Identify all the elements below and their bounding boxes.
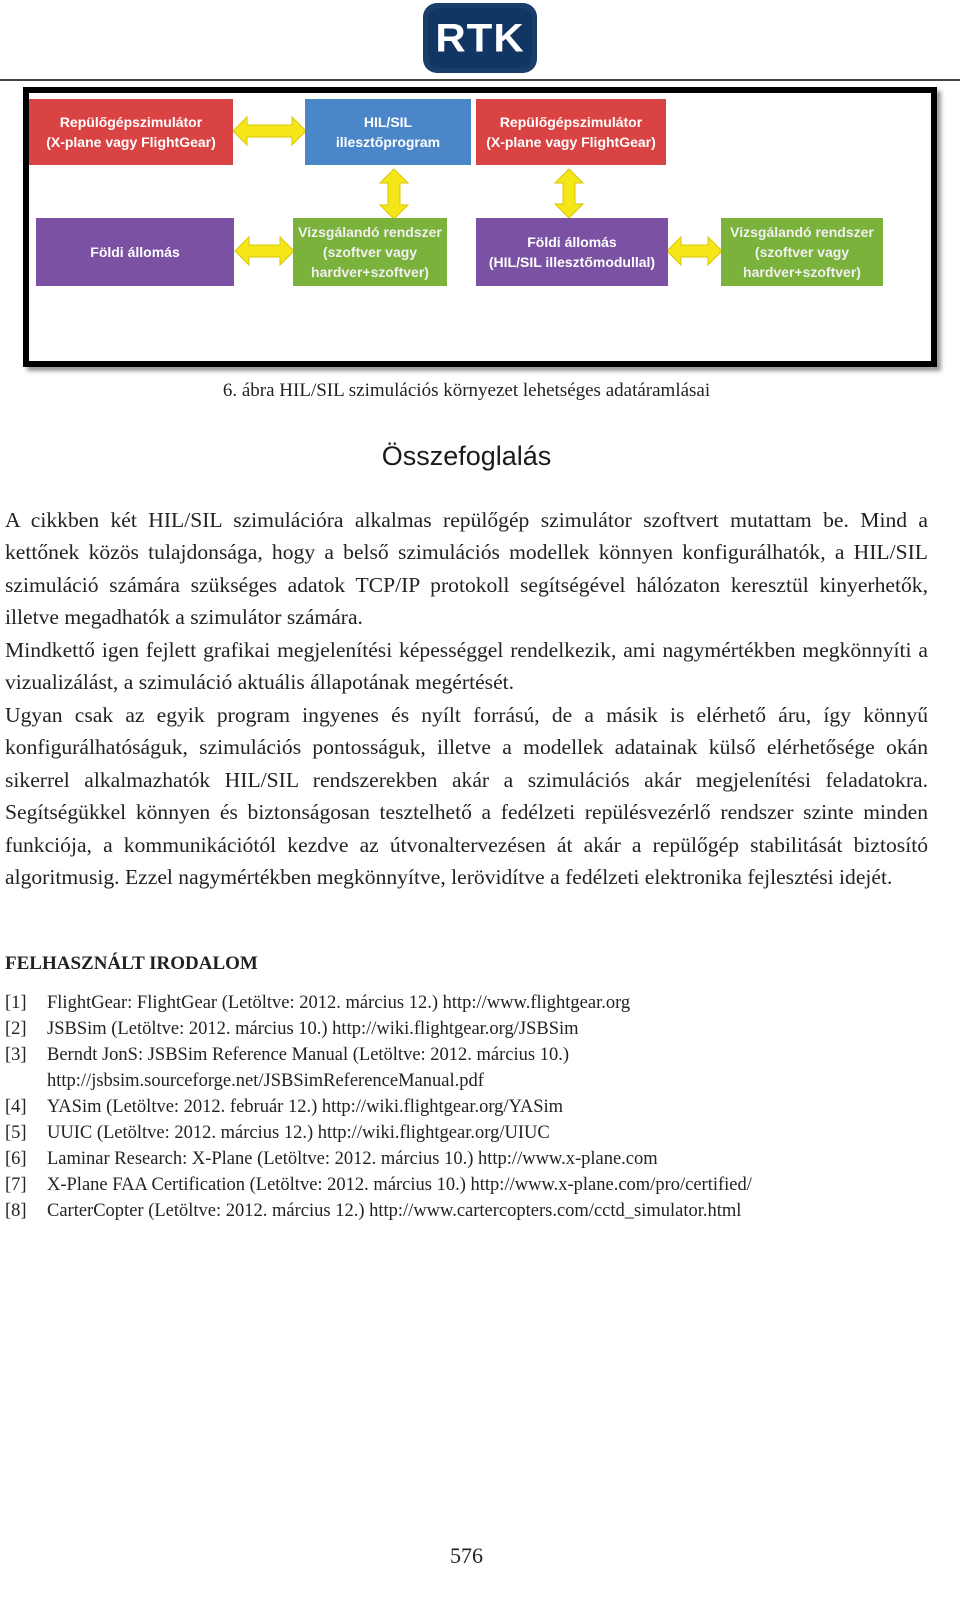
logo-badge [428,8,532,68]
arrow-ground-system [235,237,294,265]
reference-text: JSBSim (Letöltve: 2012. március 10.) http://wiki.flightgear.org/JSBSim [47,1019,579,1039]
reference-text: YASim (Letöltve: 2012. február 12.) http://wiki.flightgear.org/YASim [47,1097,564,1117]
reference-number: [4] [5,1097,27,1117]
paragraph-1: A cikkben két HIL/SIL szimulációra alkalmas repülőgép szimulátor szoftvert mutattam be. Mind a kettőnek közös tulajdonsága, hogy a belső szimulációs modellek könnyen konfigurálhatók, a HIL/SIL szimuláció számára szükséges adatok TCP/IP protokoll segítségével hálózaton keresztül kinyerhetők, illetve megadhatók a szimulátor számára. [5,508,928,630]
tested-system-box-right: Vizsgálandó rendszer (szoftver vagy hardver+szoftver) [721,218,883,286]
ground-station-box-left: Földi állomás [36,218,234,286]
reference-item [5,1016,935,1042]
reference-number: [5] [5,1123,27,1143]
logo-text: RTK [435,15,525,60]
section-title: Összefoglalás [381,441,552,471]
tested-system-box-left: Vizsgálandó rendszer (szoftver vagy hardver+szoftver) [293,218,447,286]
header-divider [0,79,960,81]
paragraph-2: Mindkettő igen fejlett grafikai megjelenítési képességgel rendelkezik, ami nagymértékben megkönnyíti a vizualizálást, a szimuláció aktuális állapotának megértését. [5,638,928,694]
arrow-ground-system-right [667,237,722,265]
reference-number: [2] [5,1019,27,1039]
figure-caption: 6. ábra HIL/SIL szimulációs környezet lehetséges adatáramlásai [222,380,711,401]
reference-text: UUIC (Letöltve: 2012. március 12.) http://wiki.flightgear.org/UIUC [47,1123,550,1143]
reference-item [5,1120,935,1146]
reference-text: CarterCopter (Letöltve: 2012. március 12.) http://www.cartercopters.com/cctd_simulator.html [47,1201,742,1221]
arrow-sim-hil [233,117,306,145]
reference-item [5,1094,935,1120]
figure-diagram [23,87,937,367]
reference-item [5,1198,935,1224]
ground-station-box-right: Földi állomás (HIL/SIL illesztőmodullal) [476,218,668,286]
reference-item [5,1042,935,1094]
reference-number: [6] [5,1149,27,1169]
reference-number: [8] [5,1201,27,1221]
reference-text: X-Plane FAA Certification (Letöltve: 2012. március 10.) http://www.x-plane.com/pro/certified/ [47,1175,752,1195]
reference-text: FlightGear: FlightGear (Letöltve: 2012. március 12.) http://www.flightgear.org [47,993,631,1013]
reference-text: Laminar Research: X-Plane (Letöltve: 2012. március 10.) http://www.x-plane.com [47,1149,658,1169]
reference-number: [7] [5,1175,27,1195]
references-list [5,990,935,1224]
arrow-hil-system [380,169,408,219]
page-number: 576 [450,1543,483,1568]
hil-program-box: HIL/SIL illesztőprogram [305,99,471,165]
references-title: FELHASZNÁLT IRODALOM [5,953,258,974]
simulator-box-right: Repülőgépszimulátor (X-plane vagy FlightGear) [476,99,666,165]
arrow-sim-ground [555,169,583,218]
reference-item [5,1172,935,1198]
reference-number: [3] [5,1045,27,1065]
reference-number: [1] [5,993,27,1013]
reference-text: Berndt JonS: JSBSim Reference Manual (Letöltve: 2012. március 10.) http://jsbsim.sourceforge.net/JSBSimReferenceManual.pdf [47,1045,570,1091]
paragraph-3: Ugyan csak az egyik program ingyenes és nyílt forrású, de a másik is elérhető áru, így könnyű konfigurálhatóságuk, szimulációs pontosságuk, illetve a modellek adatainak külső elérhetősége okán sikerrel alkalmazhatók HIL/SIL rendszerekben akár a szimulációs akár megjelenítési feladatokra. Segítségükkel könnyen és biztonságosan tesztelhető a fedélzeti repülésvezérlő rendszer szinte minden funkciója, a kommunikációtól kezdve az útvonaltervezésen át akár a repülőgép stabilitását biztosító algoritmusig. Ezzel nagymértékben megkönnyítve, lerövidítve a fedélzeti elektronika fejlesztési idejét. [5,703,928,890]
reference-item [5,1146,935,1172]
simulator-box-left: Repülőgépszimulátor (X-plane vagy FlightGear) [29,99,233,165]
reference-item [5,990,935,1016]
rtk-logo [423,3,537,73]
